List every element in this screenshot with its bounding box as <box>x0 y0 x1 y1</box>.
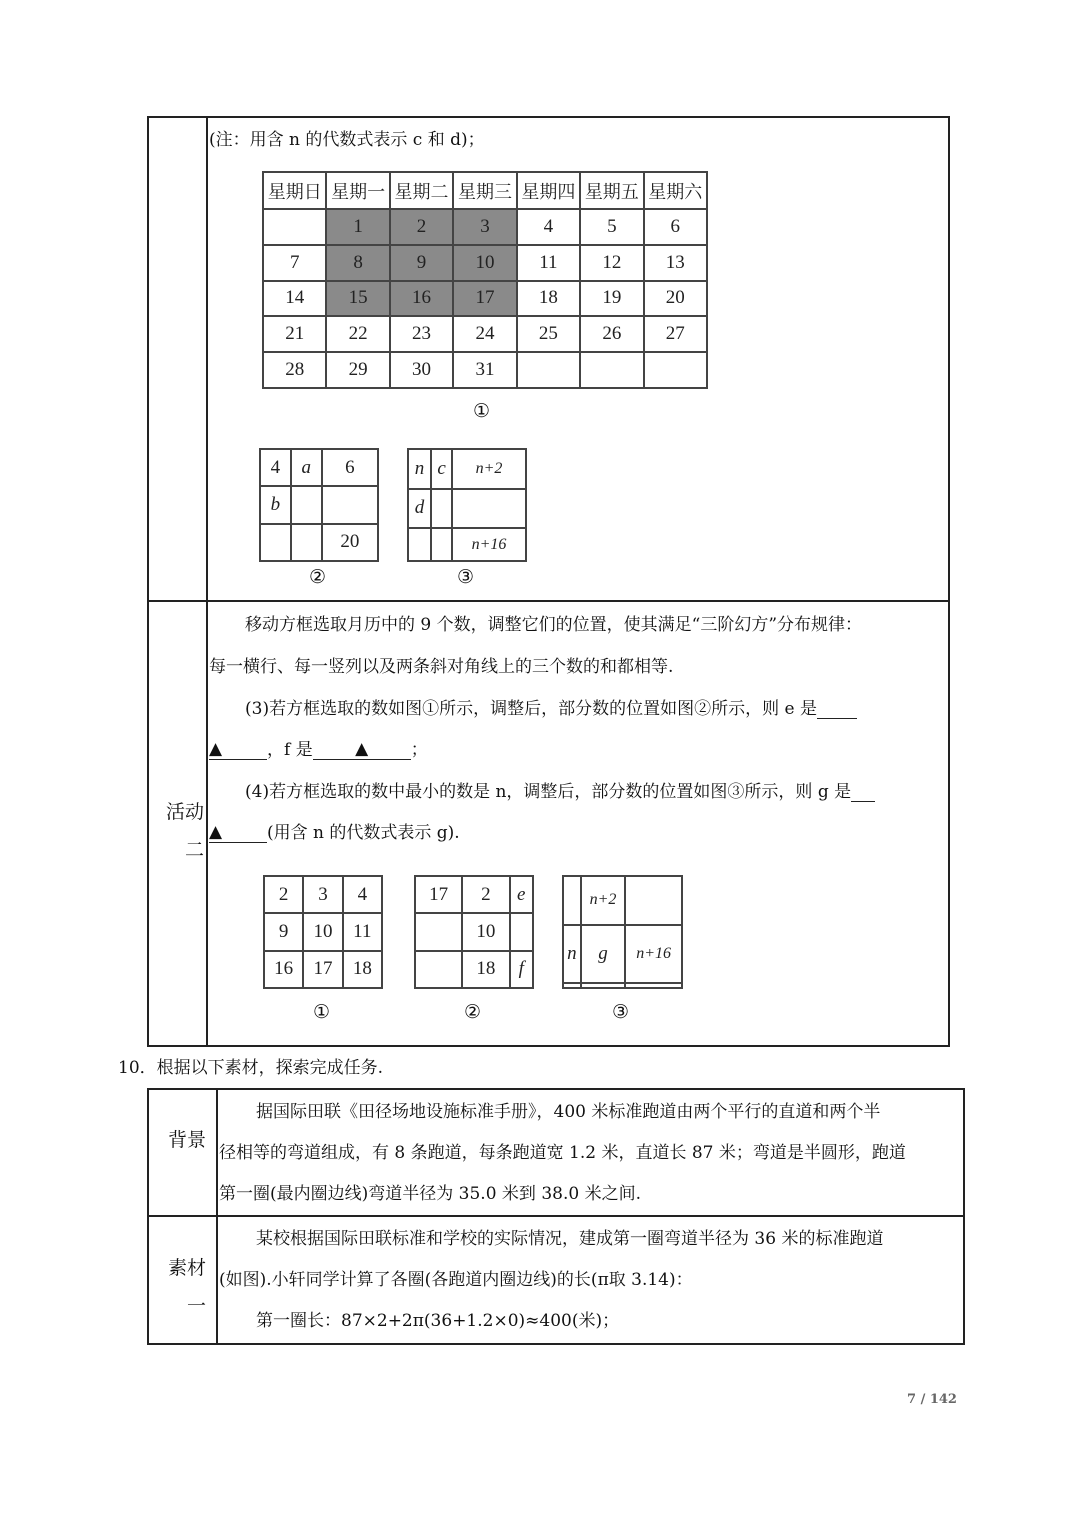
question4-text: (4)若方框选取的数中最小的数是 n，调整后，部分数的位置如图③所示，则 g 是 <box>245 782 852 802</box>
grid-cell <box>581 983 625 988</box>
calendar-cell: 7 <box>263 245 326 281</box>
answer-blank-e[interactable] <box>817 698 857 719</box>
calendar-cell-selected: 17 <box>453 281 516 317</box>
grid-cell <box>415 913 462 950</box>
grid-cell: n+2 <box>452 449 526 489</box>
calendar-cell: 14 <box>263 281 326 317</box>
material1-line3: 第一圈长：87×2+2π(36+1.2×0)≈400(米)； <box>256 1311 620 1331</box>
question3-f-text: ，f 是 <box>267 740 313 760</box>
grid-cell: n+2 <box>581 876 625 925</box>
grid-cell: n+16 <box>452 528 526 561</box>
grid-cell <box>563 876 581 925</box>
calendar-cell: 20 <box>644 281 707 317</box>
grid-cell: 16 <box>264 951 303 988</box>
material1-line2: (如图).小轩同学计算了各圈(各跑道内圈边线)的长(π取 3.14)： <box>219 1270 693 1290</box>
grid-cell: 3 <box>303 876 342 913</box>
grid-cell <box>431 489 452 529</box>
magic-square-a <box>263 875 383 989</box>
calendar-cell: 23 <box>390 316 453 352</box>
background-line1: 据国际田联《田径场地设施标准手册》，400 米标准跑道由两个平行的直道和两个半 <box>256 1102 881 1122</box>
grid-cell: n <box>563 925 581 983</box>
answer-blank-g[interactable] <box>851 781 875 802</box>
grid-a-caption: ① <box>313 1001 331 1023</box>
triangle-icon: ▲ <box>209 739 223 759</box>
background-label-text: 背景 <box>167 1129 206 1151</box>
magic-square-b <box>414 875 534 989</box>
calendar-cell: 24 <box>453 316 516 352</box>
grid-cell: f <box>510 951 534 988</box>
question3-end: ； <box>410 740 428 760</box>
grid-cell: 4 <box>260 449 291 486</box>
question3-text: (3)若方框选取的数如图①所示，调整后，部分数的位置如图②所示，则 e 是 <box>245 699 817 719</box>
calendar-cell: 28 <box>263 352 326 388</box>
calendar-cell-selected: 10 <box>453 245 516 281</box>
material1-label <box>150 1249 206 1325</box>
grid-cell <box>510 913 534 950</box>
grid-cell: 9 <box>264 913 303 950</box>
question4-line2 <box>209 822 460 843</box>
question4-suffix: (用含 n 的代数式表示 g). <box>267 823 460 843</box>
calendar-header-cell: 星期二 <box>390 172 453 209</box>
grid-cell: c <box>431 449 452 489</box>
calendar-caption: ① <box>473 400 491 422</box>
calendar-cell: 18 <box>517 281 580 317</box>
question4-line1 <box>245 781 875 802</box>
calendar-cell <box>644 352 707 388</box>
calendar-grid <box>262 171 708 389</box>
grid-cell: 11 <box>343 913 382 950</box>
grid-cell: b <box>260 486 291 523</box>
grid-cell: 18 <box>343 951 382 988</box>
calendar-cell: 30 <box>390 352 453 388</box>
grid-cell: 17 <box>415 876 462 913</box>
calendar-cell-selected: 8 <box>326 245 389 281</box>
para1-line1: 移动方框选取月历中的 9 个数，调整它们的位置，使其满足“三阶幻方”分布规律： <box>245 615 863 635</box>
grid2-caption: ② <box>309 566 327 588</box>
calendar-cell: 21 <box>263 316 326 352</box>
triangle-icon: ▲ <box>355 739 369 759</box>
grid-cell: 10 <box>462 913 509 950</box>
grid-cell: 17 <box>303 951 342 988</box>
grid-cell: 18 <box>462 951 509 988</box>
calendar-cell: 31 <box>453 352 516 388</box>
background-label <box>150 1121 206 1159</box>
grid-cell: 4 <box>343 876 382 913</box>
page-number: 7 / 142 <box>907 1392 957 1407</box>
grid-cell: g <box>581 925 625 983</box>
answer-blank-g-cont[interactable] <box>209 822 267 843</box>
calendar-cell: 12 <box>580 245 643 281</box>
background-line3: 第一圈(最内圈边线)弯道半径为 35.0 米到 38.0 米之间. <box>219 1184 641 1204</box>
grid-cell <box>452 489 526 529</box>
grid-cell <box>563 983 581 988</box>
calendar-cell: 29 <box>326 352 389 388</box>
grid-cell: n+16 <box>625 925 682 983</box>
triangle-icon: ▲ <box>209 822 223 842</box>
calendar-header-cell: 星期日 <box>263 172 326 209</box>
grid-cell <box>291 486 322 523</box>
magic-square-3 <box>407 448 527 562</box>
grid-cell <box>415 951 462 988</box>
calendar-cell <box>517 352 580 388</box>
grid-cell <box>260 524 291 561</box>
magic-square-2 <box>259 448 379 562</box>
materials-table-row-divider <box>147 1215 963 1217</box>
calendar-cell: 4 <box>517 209 580 245</box>
activity-two-label-text: 活动二 <box>165 801 204 861</box>
calendar-cell: 5 <box>580 209 643 245</box>
grid-cell: e <box>510 876 534 913</box>
note-text: (注：用含 n 的代数式表示 c 和 d)； <box>209 130 485 150</box>
calendar-cell: 19 <box>580 281 643 317</box>
calendar-cell <box>580 352 643 388</box>
grid-cell: 10 <box>303 913 342 950</box>
calendar-header-cell: 星期四 <box>517 172 580 209</box>
calendar-cell <box>263 209 326 245</box>
grid-cell <box>408 528 431 561</box>
calendar-cell: 25 <box>517 316 580 352</box>
answer-blank-e-cont[interactable] <box>209 739 267 760</box>
calendar-cell-selected: 3 <box>453 209 516 245</box>
calendar-cell: 11 <box>517 245 580 281</box>
grid-cell <box>322 486 378 523</box>
calendar-cell: 27 <box>644 316 707 352</box>
activity-two-label <box>156 793 204 869</box>
calendar-header-cell: 星期一 <box>326 172 389 209</box>
calendar-header-cell: 星期五 <box>580 172 643 209</box>
background-line2: 径相等的弯道组成，有 8 条跑道，每条跑道宽 1.2 米，直道长 87 米；弯道是半圆形，跑道 <box>219 1143 906 1163</box>
calendar-cell: 13 <box>644 245 707 281</box>
calendar-header-cell: 星期三 <box>453 172 516 209</box>
grid3-caption: ③ <box>457 566 475 588</box>
grid-b-caption: ② <box>464 1001 482 1023</box>
calendar-cell-selected: 1 <box>326 209 389 245</box>
activity-table-divider <box>206 116 208 1045</box>
calendar-cell: 22 <box>326 316 389 352</box>
grid-cell <box>625 983 682 988</box>
grid-cell <box>291 524 322 561</box>
calendar-cell-selected: 15 <box>326 281 389 317</box>
material1-label-text: 素材一 <box>167 1257 206 1317</box>
grid-cell: 2 <box>264 876 303 913</box>
material1-line1: 某校根据国际田联标准和学校的实际情况，建成第一圈弯道半径为 36 米的标准跑道 <box>256 1229 884 1249</box>
para1-line2: 每一横行、每一竖列以及两条斜对角线上的三个数的和都相等. <box>209 657 674 677</box>
question3-line2 <box>209 739 428 760</box>
grid-cell: d <box>408 489 431 529</box>
answer-blank-f[interactable] <box>313 739 411 760</box>
question3-line1 <box>245 698 857 719</box>
activity-table-row-divider <box>147 600 948 602</box>
grid-c-caption: ③ <box>612 1001 630 1023</box>
grid-cell <box>431 528 452 561</box>
calendar-header-cell: 星期六 <box>644 172 707 209</box>
grid-cell: 6 <box>322 449 378 486</box>
grid-cell: n <box>408 449 431 489</box>
grid-cell: 2 <box>462 876 509 913</box>
calendar-cell: 26 <box>580 316 643 352</box>
magic-square-c <box>562 875 683 989</box>
grid-cell <box>625 876 682 925</box>
calendar-cell-selected: 9 <box>390 245 453 281</box>
calendar-cell: 6 <box>644 209 707 245</box>
question10-title: 10．根据以下素材，探索完成任务. <box>118 1058 384 1078</box>
calendar-cell-selected: 16 <box>390 281 453 317</box>
grid-cell: a <box>291 449 322 486</box>
grid-cell: 20 <box>322 524 378 561</box>
calendar-cell-selected: 2 <box>390 209 453 245</box>
